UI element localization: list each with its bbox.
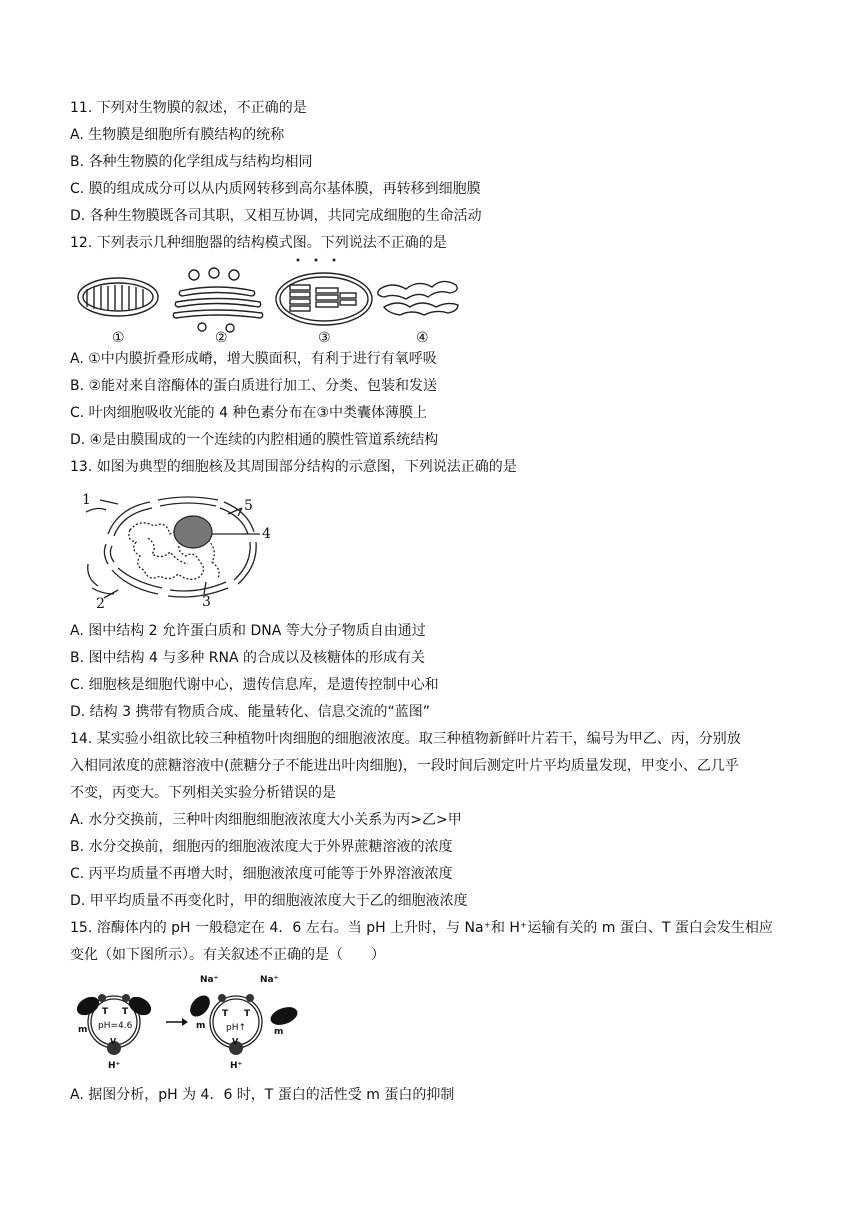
- q14-option-a: A. 水分交换前，三种叶肉细胞细胞液浓度大小关系为丙>乙>甲: [70, 812, 462, 828]
- label-2: ②: [215, 330, 228, 346]
- nucleus-diagram: [78, 490, 278, 610]
- q11-option-d: D. 各种生物膜既各司其职，又相互协调，共同完成细胞的生命活动: [70, 208, 482, 224]
- label-1: 1: [82, 492, 91, 508]
- h-label-right: H⁺: [230, 1061, 243, 1071]
- q11-stem: 11. 下列对生物膜的叙述，不正确的是: [70, 100, 307, 116]
- t-label-left-2: T: [122, 1007, 129, 1017]
- q14-stem-line-3: 不变，丙变大。下列相关实验分析错误的是: [70, 785, 336, 801]
- v-label-right: V: [232, 1037, 239, 1046]
- label-5: 5: [244, 498, 253, 514]
- chloroplast-drawing: [276, 273, 372, 325]
- h-label-left: H⁺: [108, 1061, 121, 1071]
- v-label-left: V: [110, 1037, 117, 1046]
- label-2: 2: [96, 596, 105, 610]
- q14-stem-line-1: 14. 某实验小组欲比较三种植物叶肉细胞的细胞液浓度。取三种植物新鲜叶片若干，编号为甲乙、丙，分别放: [70, 731, 741, 747]
- q11-option-a: A. 生物膜是细胞所有膜结构的统称: [70, 127, 285, 143]
- q14-option-d: D. 甲平均质量不再变化时，甲的细胞液浓度大于乙的细胞液浓度: [70, 893, 468, 909]
- organelle-diagram: [72, 255, 472, 347]
- golgi-drawing: [173, 268, 262, 332]
- label-3: ③: [318, 330, 331, 346]
- q15-option-a: A. 据图分析，pH 为 4．6 时，T 蛋白的活性受 m 蛋白的抑制: [70, 1087, 455, 1103]
- q14-stem-line-2: 入相同浓度的蔗糖溶液中(蔗糖分子不能进出叶肉细胞)，一段时间后测定叶片平均质量发现，甲变小、乙几乎: [70, 758, 739, 774]
- q13-stem: 13. 如图为典型的细胞核及其周围部分结构的示意图，下列说法正确的是: [70, 459, 517, 475]
- lysosome-diagram: [74, 972, 306, 1072]
- q11-option-b: B. 各种生物膜的化学组成与结构均相同: [70, 154, 313, 170]
- t-label-left-1: T: [102, 1007, 109, 1017]
- na-label-2: Na⁺: [260, 975, 279, 985]
- label-4: 4: [262, 526, 271, 542]
- ph-label-right: pH↑: [226, 1023, 247, 1033]
- m-label-right-1: m: [196, 1021, 206, 1031]
- label-3: 3: [202, 594, 211, 610]
- ph-label-left: pH=4.6: [98, 1021, 133, 1031]
- q13-option-a: A. 图中结构 2 允许蛋白质和 DNA 等大分子物质自由通过: [70, 623, 426, 639]
- q12-option-d: D. ④是由膜围成的一个连续的内腔相通的膜性管道系统结构: [70, 432, 439, 448]
- t-label-right-2: T: [244, 1009, 251, 1019]
- label-1: ①: [112, 330, 125, 346]
- q15-stem-line-1: 15. 溶酶体内的 pH 一般稳定在 4．6 左右。当 pH 上升时，与 Na⁺和 H⁺运输有关的 m 蛋白、T 蛋白会发生相应: [70, 920, 773, 936]
- nucleolus-shape: [174, 516, 212, 548]
- q14-option-b: B. 水分交换前，细胞丙的细胞液浓度大于外界蔗糖溶液的浓度: [70, 839, 453, 855]
- t-label-right-1: T: [222, 1009, 229, 1019]
- q15-stem-line-2: 变化（如下图所示）。有关叙述不正确的是（ ）: [70, 947, 385, 963]
- q12-option-c: C. 叶肉细胞吸收光能的 4 种色素分布在③中类囊体薄膜上: [70, 405, 428, 421]
- q12-option-b: B. ②能对来自溶酶体的蛋白质进行加工、分类、包装和发送: [70, 378, 438, 394]
- q12-option-a: A. ①中内膜折叠形成嵴，增大膜面积，有利于进行有氧呼吸: [70, 351, 437, 367]
- na-label-1: Na⁺: [200, 975, 219, 985]
- q12-stem: 12. 下列表示几种细胞器的结构模式图。下列说法不正确的是: [70, 235, 447, 251]
- m-label-right-2: m: [274, 1027, 284, 1037]
- endoplasmic-reticulum-drawing: [378, 281, 458, 315]
- q11-option-c: C. 膜的组成成分可以从内质网转移到高尔基体膜，再转移到细胞膜: [70, 181, 481, 197]
- m-label-left: m: [78, 1025, 88, 1035]
- q13-option-c: C. 细胞核是细胞代谢中心，遗传信息库，是遗传控制中心和: [70, 677, 439, 693]
- mitochondrion-drawing: [78, 278, 158, 316]
- q13-option-d: D. 结构 3 携带有物质合成、能量转化、信息交流的“蓝图”: [70, 704, 430, 720]
- q13-option-b: B. 图中结构 4 与多种 RNA 的合成以及核糖体的形成有关: [70, 650, 425, 666]
- q14-option-c: C. 丙平均质量不再增大时，细胞液浓度可能等于外界溶液浓度: [70, 866, 453, 882]
- label-4: ④: [416, 330, 429, 346]
